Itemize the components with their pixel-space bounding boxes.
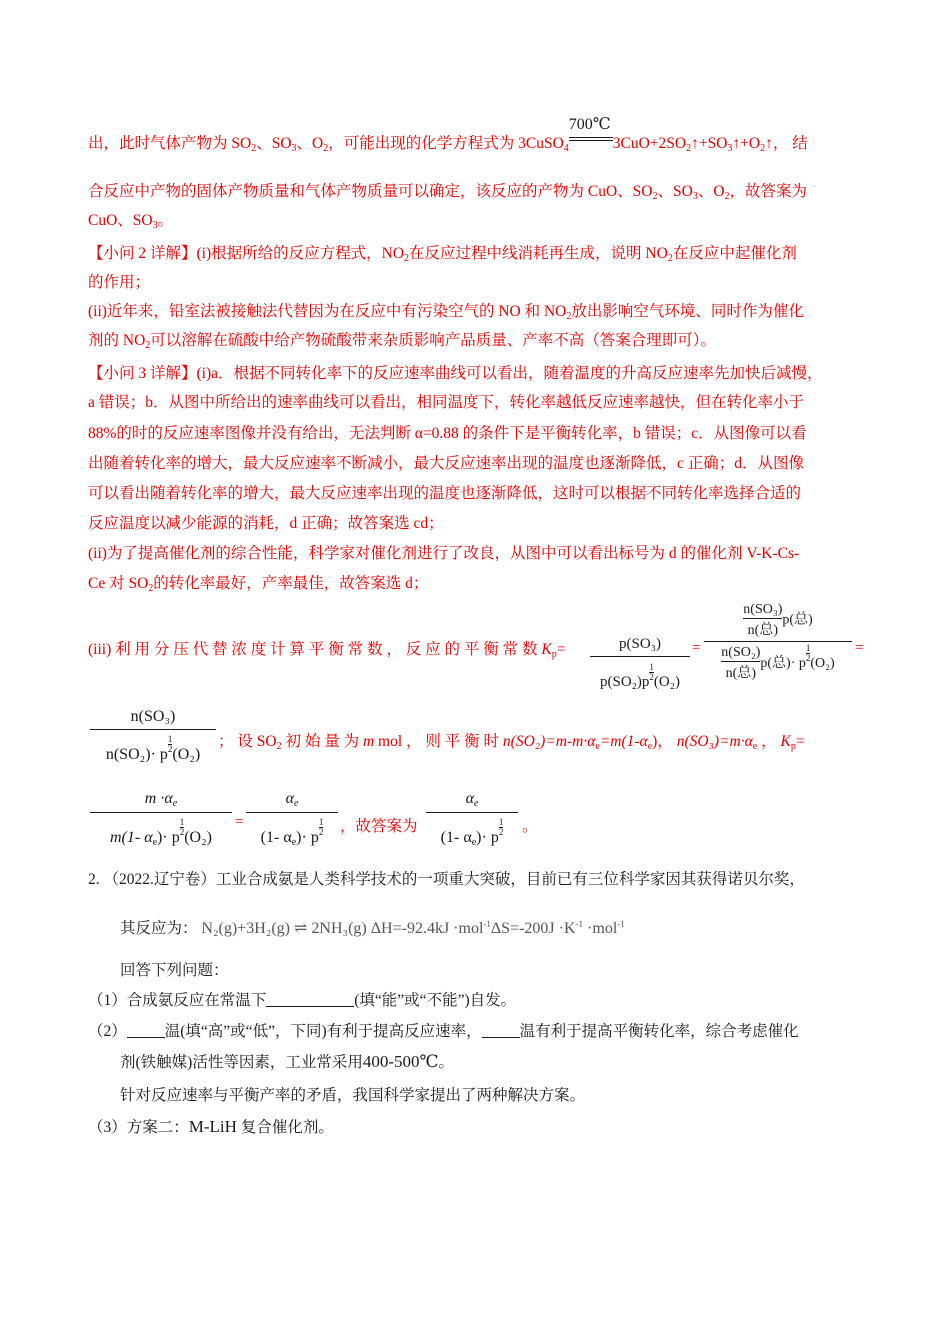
equals: = xyxy=(855,640,864,656)
paragraph-line: 的作用； xyxy=(88,274,151,291)
fraction-numerator: p(SO₃) xyxy=(590,636,690,657)
paragraph-line: 88%的时的反应速率图像并没有给出，无法判断 α=0.88 的条件下是平衡转化率，b 错误；c．从图像可以看 xyxy=(88,425,807,442)
section-heading: 【小问 3 详解】 xyxy=(88,365,197,382)
kp-final-fraction-2: $\alpha_e$ (1- $\alpha_e)\cdot p$ $\frac{1}{2}$ xyxy=(246,790,338,848)
section-heading: 【小问 2 详解】 xyxy=(88,245,197,262)
paragraph-line: (ii)近年来，铅室法被接触法代替因为在反应中有污染空气的 NO 和 $NO_2$放出影响空气环境、同时作为催化 xyxy=(88,303,804,322)
paragraph-line: 针对反应速率与平衡产率的矛盾，我国科学家提出了两种解决方案。 xyxy=(120,1087,586,1104)
q3-detail: 【小问 3 详解】(i)a．根据不同转化率下的反应速率曲线可以看出，随着温度的升高反应速率先加快后减慢， xyxy=(88,365,823,382)
kp-fraction-simplified: n(SO₃) n(SO₂)· p $\frac{1}{2}$ (O₂) xyxy=(90,708,216,764)
paragraph-line: 合反应中产物的固体产物质量和气体产物质量可以确定，该反应的产物为 CuO、$SO_2$、$SO_3$、$O_2$，故答案为 xyxy=(88,183,808,202)
q2-detail: 【小问 2 详解】(i)根据所给的反应方程式，$NO_2$在反应过程中线消耗再生成，说明 $NO_2$在反应中起催化剂 xyxy=(88,245,797,264)
paragraph-line: 剂(铁触媒)活性等因素，工业常采用400-500℃。 xyxy=(120,1052,455,1071)
paragraph-line: 出随着转化率的增大，最大反应速率不断减小，最大反应速率出现的温度也逐渐降低，c 正确；d．从图像 xyxy=(88,455,805,472)
period: 。 xyxy=(522,818,538,835)
paragraph-line: a 错误；b．从图中所给出的速率曲线可以看出，相同温度下，转化率越低反应速率越快，但在转化率小于 xyxy=(88,394,805,411)
assumption-line: ； 设 $SO_2$ 初 始 量 为 m mol ， 则 平 衡 时 $n(SO_2)=m-m\cdot\alpha_e=m(1-\alpha_e)$， $n(SO_3)=m\cdot\alpha_e$ ， $K_p=$ xyxy=(218,733,805,752)
sub-question-1: （1）合成氨反应在常温下 (填“能”或“不能”)自发。 xyxy=(88,992,517,1009)
paragraph-line: 剂的 $NO_2$可以溶解在硫酸中给产物硫酸带来杂质影响产品质量、产率不高（答案合理即可）。 xyxy=(88,332,717,351)
reaction-equation: 其反应为： N₂(g)+3H₂(g) ⇌ 2NH₃(g) $\Delta H=-92.4kJ \cdot mol^{-1}\Delta S=-200J \cdot K^{-1} \cdot mol^{-1}$ xyxy=(120,919,625,937)
paragraph-line: 可以看出随着转化率的增大，最大反应速率出现的温度也逐渐降低，这时可以根据不同转化率选择合适的 xyxy=(88,485,802,502)
reaction-condition: 700℃ xyxy=(569,134,613,154)
sub-question-2: （2） 温(填“高”或“低”，下同)有利于提高反应速率， 温有利于提高平衡转化率，综合考虑催化 xyxy=(88,1023,799,1040)
answer-blank[interactable] xyxy=(266,1006,354,1007)
equals: = xyxy=(235,814,244,830)
kp-complex-fraction: n(SO₃) n(总) p(总) n(SO₂) n(总) p(总)· p $\frac{1}{2}$ (O₂) xyxy=(704,602,852,682)
kp-fraction: p(SO₃) p(SO₂)p $\frac{1}{2}$ (O₂) xyxy=(590,636,690,691)
question-heading: 2. （2022.辽宁卷）工业合成氨是人类科学技术的一项重大突破，目前已有三位科学家因其获得诺贝尔奖， xyxy=(88,871,805,888)
paragraph-line: 反应温度以减少能源的消耗，d 正确；故答案选 cd； xyxy=(88,515,444,532)
paragraph-line: (ii)为了提高催化剂的综合性能，科学家对催化剂进行了改良，从图中可以看出标号为 d 的催化剂 V-K-Cs- xyxy=(88,545,800,562)
kp-answer-fraction: $\alpha_e$ (1- $\alpha_e)\cdot p$ $\frac{1}{2}$ xyxy=(426,790,518,848)
equals: = xyxy=(692,640,701,656)
paragraph-line: CuO、$SO_3$。 xyxy=(88,212,174,231)
answer-blank[interactable] xyxy=(127,1037,165,1038)
paragraph-line: Ce 对 $SO_2$的转化率最好，产率最佳，故答案选 d； xyxy=(88,575,429,594)
answer-blank[interactable] xyxy=(482,1037,520,1038)
sub-question-3: （3）方案二：M-LiH 复合催化剂。 xyxy=(88,1117,334,1136)
kp-final-fraction-1: $m \cdot\alpha_e$ m(1- $\alpha_e)\cdot p$ $\frac{1}{2}$ (O₂) xyxy=(90,790,232,848)
prompt: 回答下列问题： xyxy=(120,962,229,979)
text: 出，此时气体产物为 SO xyxy=(88,135,252,152)
kp-intro: (iii) 利 用 分 压 代 替 浓 度 计 算 平 衡 常 数 ， 反 应 的 平 衡 常 数 $K_p=$ xyxy=(88,641,566,660)
answer-label: ，故答案为 xyxy=(340,818,418,835)
equation-line: 出，此时气体产物为 $SO_2$、$SO_3$、$O_2$，可能出现的化学方程式为 3CuSO$_4$ 700℃ $3CuO+2SO_2↑+SO_3↑+O_2↑$， 结 xyxy=(88,116,808,154)
